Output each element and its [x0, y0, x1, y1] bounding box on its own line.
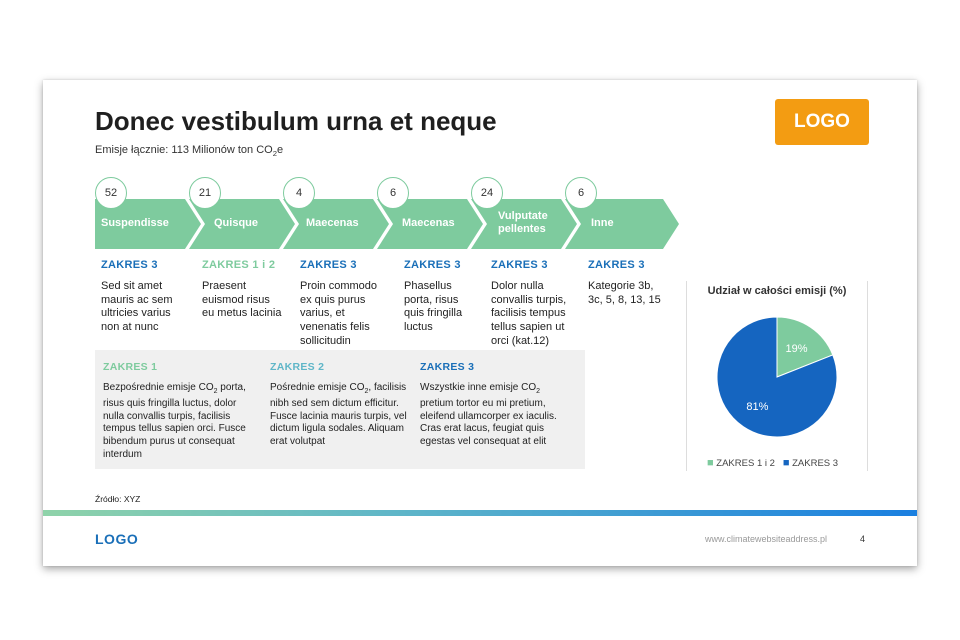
slide	[43, 80, 917, 566]
scope-1-definition	[103, 361, 253, 461]
step-number-1: 52	[95, 177, 127, 209]
footer-url: www.climatewebsiteaddress.pl	[705, 534, 828, 544]
column-5	[491, 259, 573, 349]
column-1	[101, 259, 185, 335]
column-6	[588, 259, 670, 307]
column-heading: ZAKRES 1 i 2	[202, 259, 276, 271]
column-3	[300, 259, 390, 349]
column-4	[404, 259, 476, 335]
scope-text-rest: pretium tortor eu mi pretium, eleifend ullamcorper ex iaculis. Cras erat lacus, feugiat quis egestas vel consequat at elit	[420, 398, 557, 447]
subtitle-subscript: 2	[272, 149, 277, 159]
column-heading: ZAKRES 3	[491, 259, 548, 271]
column-heading: ZAKRES 3	[404, 259, 461, 271]
scope-text-line: Pośrednie emisje CO	[270, 381, 365, 393]
column-text: Praesent euismod risus eu metus lacinia	[202, 279, 282, 320]
scope-text-line: Wszystkie inne emisje CO	[420, 381, 537, 393]
scope-subscript: 2	[364, 387, 369, 395]
column-2	[202, 259, 284, 321]
step-number-3: 4	[283, 177, 315, 209]
step-label-5: Vulputate pellentes	[498, 210, 548, 235]
column-text: Proin commodo ex quis purus varius, et venenatis felis sollicitudin	[300, 279, 378, 347]
emissions-share-chart	[686, 281, 868, 471]
legend-marker-scope-3: ■	[782, 457, 790, 469]
step-label-6: Inne	[591, 217, 614, 229]
column-heading: ZAKRES 3	[101, 259, 158, 271]
pie-data-label-2: 81%	[746, 400, 769, 413]
chart-title: Udział w całości emisji (%)	[707, 285, 847, 297]
legend-label-scope-1-2: ZAKRES 1 i 2	[716, 458, 775, 469]
column-text: Kategorie 3b, 3c, 5, 8, 13, 15	[588, 279, 661, 306]
step-number-6: 6	[565, 177, 597, 209]
step-number-4: 6	[377, 177, 409, 209]
page-number: 4	[860, 534, 866, 544]
step-label-1: Suspendisse	[101, 217, 169, 229]
footer-gradient-band	[43, 510, 917, 516]
step-label-3: Maecenas	[306, 217, 359, 229]
legend-marker-scope-1-2: ■	[707, 457, 714, 469]
step-label-2: Quisque	[214, 217, 259, 229]
subtitle-text: Emisje łącznie: 113 Milionów ton CO	[95, 144, 273, 156]
scope-3-definition	[420, 361, 570, 449]
step-number-2: 21	[189, 177, 221, 209]
scope-text	[420, 382, 570, 449]
scope-definitions-panel	[95, 350, 585, 469]
scope-heading: ZAKRES 2	[270, 361, 325, 373]
slide-title: Donec vestibulum urna et neque	[95, 106, 497, 136]
scope-text	[103, 382, 253, 462]
scope-subscript: 2	[536, 387, 541, 395]
footer-logo: LOGO	[95, 531, 139, 547]
legend-label-scope-3: ZAKRES 3	[792, 458, 839, 469]
logo-placeholder: LOGO	[775, 99, 869, 145]
column-heading: ZAKRES 3	[588, 259, 645, 271]
scope-subscript: 2	[213, 387, 218, 395]
column-text: Phasellus porta, risus quis fringilla luctus	[404, 279, 463, 334]
column-heading: ZAKRES 3	[300, 259, 357, 271]
step-label-4: Maecenas	[402, 217, 455, 229]
subtitle-suffix: e	[276, 144, 284, 156]
source-note: Źródło: XYZ	[95, 494, 141, 504]
step-number-5: 24	[471, 177, 503, 209]
scope-heading: ZAKRES 3	[420, 361, 475, 373]
column-text: Dolor nulla convallis turpis, facilisis tempus tellus sapien ut orci (kat.12)	[491, 279, 567, 347]
scope-text-line: Bezpośrednie emisje CO	[103, 381, 214, 393]
column-text: Sed sit amet mauris ac sem ultricies varius non at nunc	[101, 279, 173, 334]
scope-heading: ZAKRES 1	[103, 361, 158, 373]
scope-text-rest: , facilisis nibh sed sem dictum efficitur. Fusce lacinia mauris turpis, vel dictum ligula sodales. Aliquam erat volutpat	[270, 381, 407, 447]
scope-text-rest: porta, risus quis fringilla luctus, dolor nulla convallis turpis, facilisis tempus tellus sapien orci. Fusce bibendum purus ut consequat interdum	[103, 381, 246, 460]
total-emissions-subtitle	[95, 144, 283, 158]
chart-legend	[707, 457, 838, 469]
pie-data-label-1: 19%	[785, 343, 808, 356]
scope-text	[270, 382, 412, 449]
scope-2-definition	[270, 361, 412, 449]
pie-chart	[687, 281, 867, 451]
